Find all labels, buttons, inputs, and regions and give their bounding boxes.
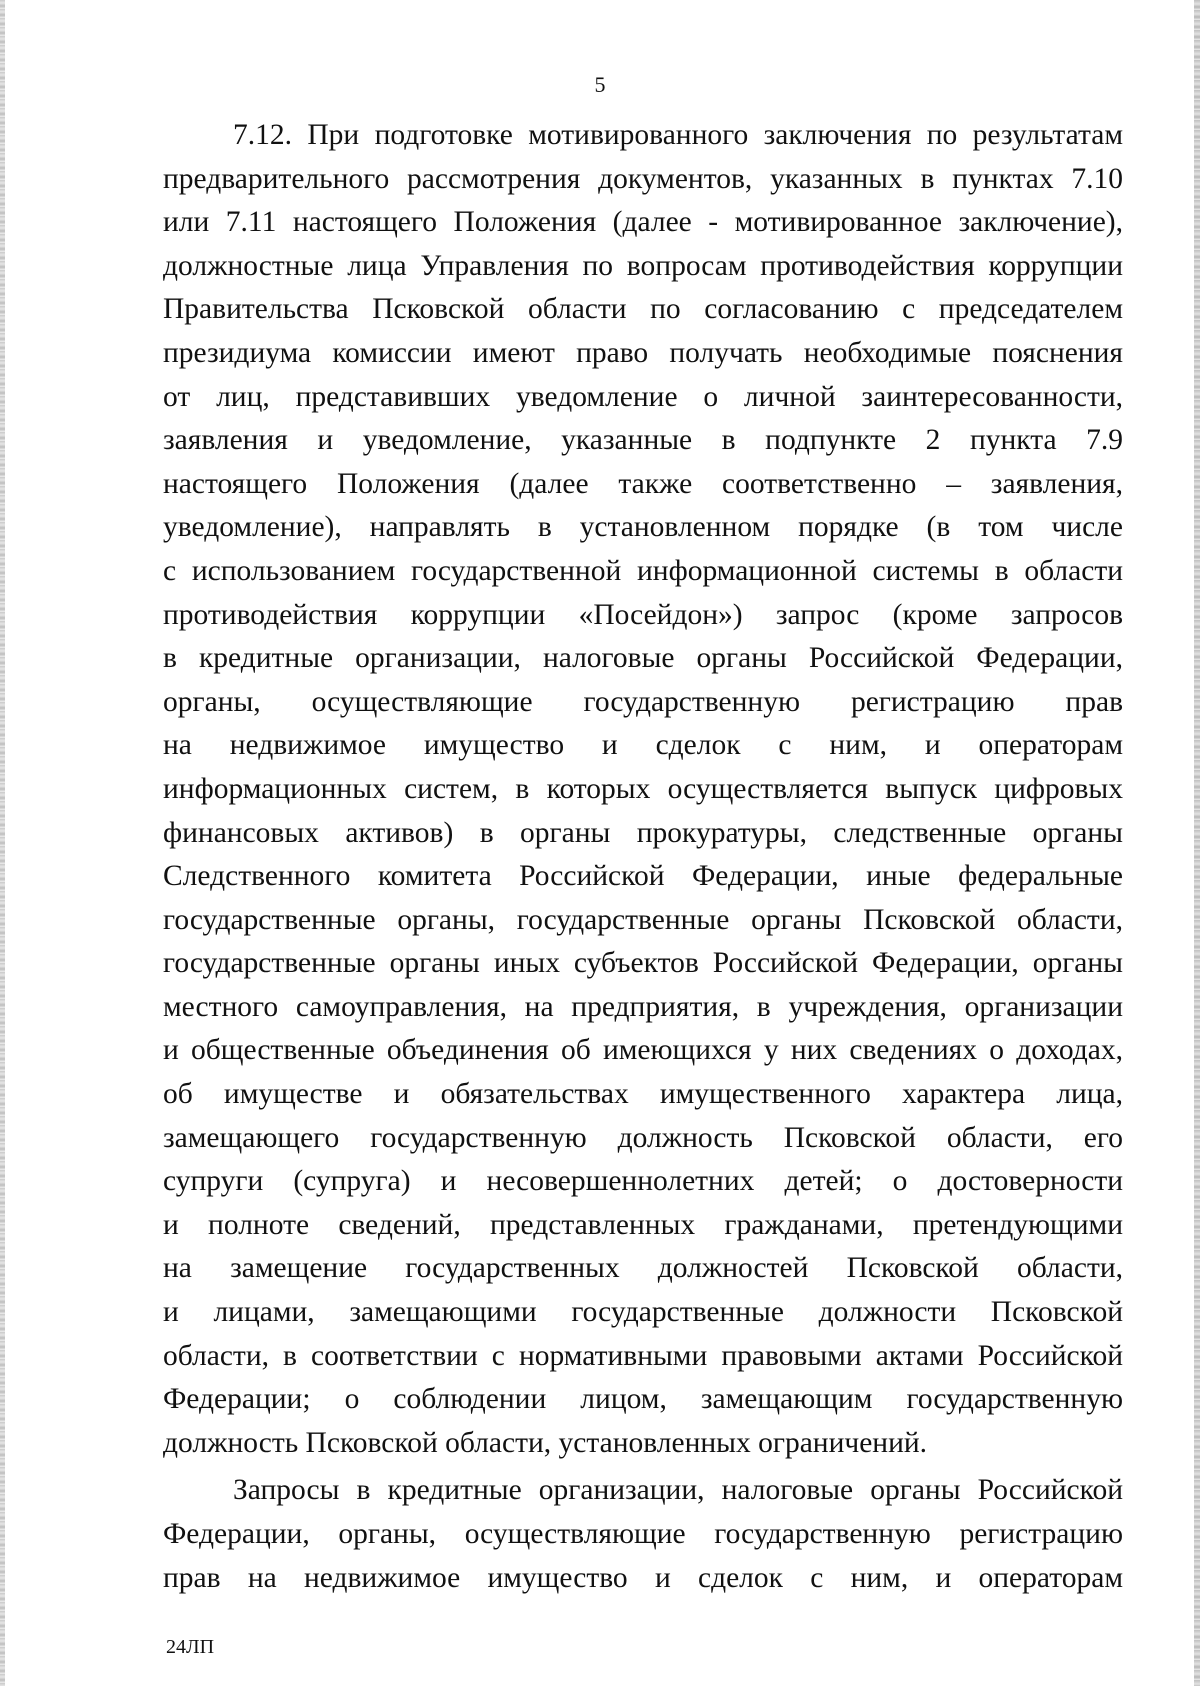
text-line: области, в соответствии с нормативными правовыми актами Российской [163,1339,1123,1372]
scan-edge-right [1194,0,1200,1686]
text-line: прав на недвижимое имущество и сделок с ним, и операторам [163,1561,1123,1594]
text-line: государственные органы, государственные органы Псковской области, [163,903,1123,936]
text-line: замещающего государственную должность Псковской области, его [163,1121,1123,1154]
text-line: заявления и уведомление, указанные в подпункте 2 пункта 7.9 [163,424,1123,457]
text-line: должность Псковской области, установленных ограничений. [163,1426,928,1459]
document-body [163,114,1123,1600]
text-line: Правительства Псковской области по согласованию с председателем [163,293,1123,326]
paragraph-7-12 [163,114,1123,1465]
text-line: с использованием государственной информационной системы в области [163,554,1123,587]
text-line: Следственного комитета Российской Федерации, иные федеральные [163,860,1123,893]
text-line: и общественные объединения об имеющихся у них сведениях о доходах, [163,1034,1123,1067]
text-line: супруги (супруга) и несовершеннолетних детей; о достоверности [163,1165,1123,1198]
document-code: 24ЛП [166,1636,215,1658]
text-line: противодействия коррупции «Посейдон») запрос (кроме запросов [163,598,1123,631]
text-line: уведомление), направлять в установленном порядке (в том числе [163,511,1123,544]
text-line: и полноте сведений, представленных гражданами, претендующими [163,1208,1123,1241]
text-line: Федерации, органы, осуществляющие государственную регистрацию [163,1518,1123,1550]
text-line: и лицами, замещающими государственные должности Псковской [163,1296,1123,1329]
paragraph-requests [163,1469,1123,1600]
text-line: настоящего Положения (далее также соответственно – заявления, [163,467,1123,500]
scan-edge-left [0,0,5,1686]
text-line: на замещение государственных должностей Псковской области, [163,1252,1123,1285]
text-line: в кредитные организации, налоговые органы Российской Федерации, [163,642,1123,675]
text-line: 7.12. При подготовке мотивированного заключения по результатам [233,119,1123,151]
text-line: об имуществе и обязательствах имущественного характера лица, [163,1078,1123,1111]
page-number: 5 [594,72,606,97]
text-line: местного самоуправления, на предприятия, в учреждения, организации [163,990,1123,1023]
text-line: президиума комиссии имеют право получать необходимые пояснения [163,336,1123,369]
text-line: органы, осуществляющие государственную регистрацию прав [163,685,1123,718]
text-line: финансовых активов) в органы прокуратуры, следственные органы [163,816,1123,849]
text-line: от лиц, представивших уведомление о личной заинтересованности, [163,380,1123,413]
text-line: на недвижимое имущество и сделок с ним, и операторам [163,729,1123,762]
text-line: предварительного рассмотрения документов, указанных в пунктах 7.10 [163,162,1123,195]
text-line: государственные органы иных субъектов Российской Федерации, органы [163,947,1123,980]
text-line: должностные лица Управления по вопросам противодействия коррупции [163,249,1123,282]
text-line: Федерации; о соблюдении лицом, замещающим государственную [163,1383,1123,1416]
text-line: или 7.11 настоящего Положения (далее - мотивированное заключение), [163,206,1123,239]
text-line: Запросы в кредитные организации, налоговые органы Российской [233,1474,1123,1507]
text-line: информационных систем, в которых осуществляется выпуск цифровых [163,772,1123,805]
